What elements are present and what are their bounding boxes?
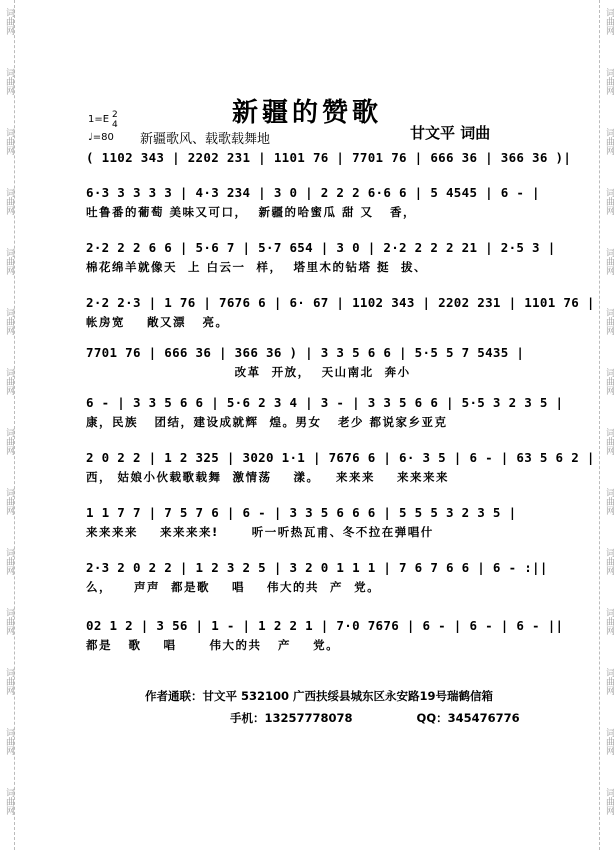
notation: 2 0 2 2 | 1 2 325 | 3020 1·1 | 7676 6 | 6· 3 5 | 6 - | 63 5 6 2 | bbox=[86, 450, 595, 465]
score-line bbox=[86, 618, 564, 653]
time-bottom: 4 bbox=[112, 120, 118, 130]
lyrics: 吐鲁番的葡萄 美味又可口， 新疆的哈蜜瓜 甜 又 香， bbox=[86, 205, 417, 219]
score-line bbox=[86, 560, 556, 595]
watermark-text: 词曲网 bbox=[604, 788, 614, 815]
watermark-text: 词曲网 bbox=[604, 548, 614, 575]
score-line bbox=[86, 395, 564, 430]
notation: 7701 76 | 666 36 | 366 36 ) | 3 3 5 6 6 | 5·5 5 7 5435 | bbox=[86, 345, 525, 360]
watermark-text: 词曲网 bbox=[4, 668, 14, 695]
watermark-text: 词曲网 bbox=[604, 608, 614, 635]
watermark-text: 词曲网 bbox=[604, 668, 614, 695]
tempo-mark: ♩=80 bbox=[88, 132, 114, 143]
watermark-text: 词曲网 bbox=[4, 428, 14, 455]
notation: 2·2 2·3 | 1 76 | 7676 6 | 6· 67 | 1102 343 | 2202 231 | 1101 76 | bbox=[86, 295, 595, 310]
song-title: 新疆的赞歌 bbox=[231, 98, 382, 128]
contact-address: 作者通联：甘文平 532100 广西扶绥县城东区永安路19号瑞鹤信箱 bbox=[145, 689, 494, 703]
lyrics: 都是 歌 唱 伟大的共 产 党。 bbox=[86, 638, 340, 652]
watermark-text: 词曲网 bbox=[4, 68, 14, 95]
watermark-text: 词曲网 bbox=[4, 548, 14, 575]
watermark-text: 词曲网 bbox=[604, 8, 614, 35]
notation: 6·3 3 3 3 3 | 4·3 234 | 3 0 | 2 2 2 6·6 6 | 5 4545 | 6 - | bbox=[86, 185, 540, 200]
watermark-text: 词曲网 bbox=[604, 308, 614, 335]
time-top: 2 bbox=[112, 110, 118, 120]
lyrics: 么， 声声 都是歌 唱 伟大的共 产 党。 bbox=[86, 580, 381, 594]
score-line bbox=[86, 345, 556, 380]
contact-info bbox=[230, 710, 580, 726]
watermark-text: 词曲网 bbox=[4, 188, 14, 215]
score-line bbox=[86, 295, 595, 330]
author-credit: 甘文平 词曲 bbox=[410, 124, 491, 142]
lyrics: 西， 姑娘小伙载歌载舞 激情荡 漾。 来来来 来来来来 bbox=[86, 470, 450, 484]
notation: 2·2 2 2 6 6 | 5·6 7 | 5·7 654 | 3 0 | 2·2 2 2 2 21 | 2·5 3 | bbox=[86, 240, 556, 255]
watermark-text: 词曲网 bbox=[604, 728, 614, 755]
watermark-text: 词曲网 bbox=[4, 248, 14, 275]
watermark-text: 词曲网 bbox=[4, 308, 14, 335]
watermark-text: 词曲网 bbox=[604, 428, 614, 455]
notation: 02 1 2 | 3 56 | 1 - | 1 2 2 1 | 7·0 7676 | 6 - | 6 - | 6 - || bbox=[86, 618, 564, 633]
watermark-text: 词曲网 bbox=[604, 368, 614, 395]
watermark-text: 词曲网 bbox=[4, 608, 14, 635]
watermark-text: 词曲网 bbox=[4, 488, 14, 515]
watermark-text: 词曲网 bbox=[4, 8, 14, 35]
watermark-text: 词曲网 bbox=[604, 128, 614, 155]
contact-qq: QQ：345476776 bbox=[416, 711, 520, 725]
contact-phone: 手机：13257778078 bbox=[230, 711, 353, 725]
lyrics: 棉花绵羊就像天 上 白云一 样， 塔里木的钻塔 挺 拔、 bbox=[86, 260, 428, 274]
score-line bbox=[86, 240, 556, 275]
watermark-text: 词曲网 bbox=[4, 788, 14, 815]
lyrics: 改革 开放， 天山南北 奔小 bbox=[86, 365, 411, 379]
notation: 2·3 2 0 2 2 | 1 2 3 2 5 | 3 2 0 1 1 1 | 7 6 7 6 6 | 6 - :|| bbox=[86, 560, 548, 575]
lyrics: 康，民族 团结，建设成就辉 煌。男女 老少 都说家乡亚克 bbox=[86, 415, 448, 429]
watermark-text: 词曲网 bbox=[604, 248, 614, 275]
score-line bbox=[86, 505, 556, 540]
notation: 1 1 7 7 | 7 5 7 6 | 6 - | 3 3 5 6 6 6 | 5 5 5 3 2 3 5 | bbox=[86, 505, 517, 520]
score-line bbox=[86, 185, 556, 220]
watermark-text: 词曲网 bbox=[604, 188, 614, 215]
watermark-text: 词曲网 bbox=[4, 728, 14, 755]
time-signature bbox=[112, 110, 118, 130]
watermark-text: 词曲网 bbox=[604, 488, 614, 515]
watermark-text: 词曲网 bbox=[4, 368, 14, 395]
watermark-text: 词曲网 bbox=[4, 128, 14, 155]
style-tag: 新疆歌风、载歌载舞地 bbox=[140, 132, 271, 147]
notation: ( 1102 343 | 2202 231 | 1101 76 | 7701 76 | 666 36 | 366 36 )| bbox=[86, 150, 572, 165]
lyrics: 来来来来 来来来来! 听一听热瓦甫、冬不拉在弹唱什 bbox=[86, 525, 434, 539]
score-line bbox=[86, 450, 595, 485]
lyrics: 帐房宽 敞又漂 亮。 bbox=[86, 315, 229, 329]
watermark-text: 词曲网 bbox=[604, 68, 614, 95]
key-signature: 1=E bbox=[88, 114, 110, 125]
notation: 6 - | 3 3 5 6 6 | 5·6 2 3 4 | 3 - | 3 3 5 6 6 | 5·5 3 2 3 5 | bbox=[86, 395, 564, 410]
score-line bbox=[86, 150, 572, 169]
